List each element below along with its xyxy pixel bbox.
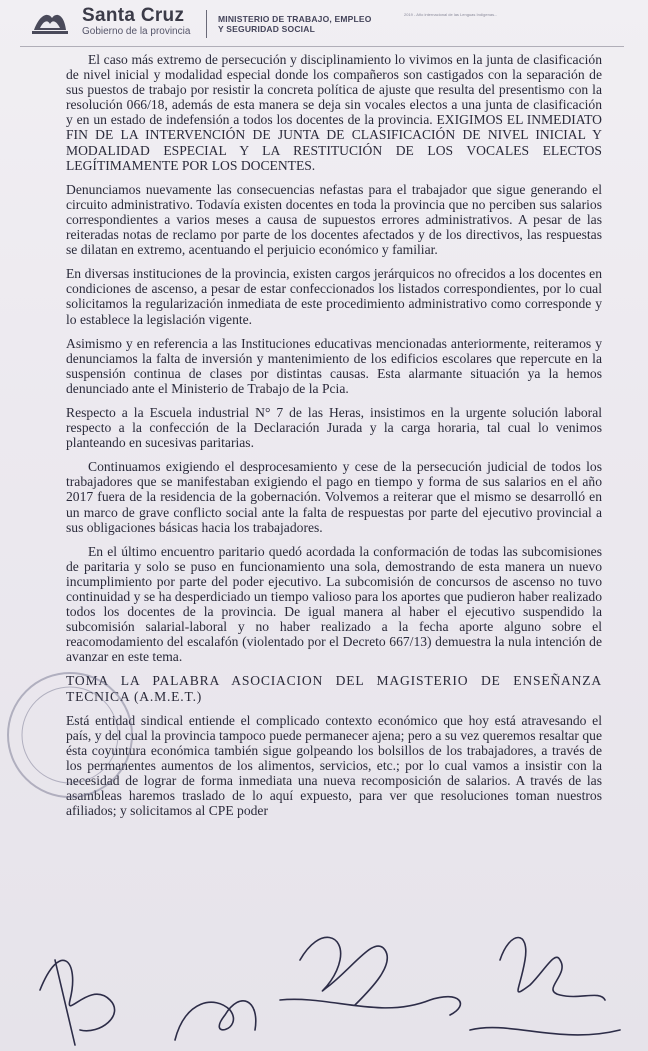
paragraph-7: En el último encuentro paritario quedó acordada la conformación de todas las subcomisiones de paritaria y solo se puso en funcionamiento una sola, demostrando de esta manera un nuevo incumplimiento por parte del poder ejecutivo. La subcomisión de concursos de ascenso no tuvo continuidad y se ha desperdiciado un tiempo valioso para los aportes que pudieron haber realizado todos los docentes de la provincia. De igual manera al haber el ejecutivo suspendido la subcomisión salarial-laboral y no haber realizado a la fecha aporte alguno sobre el reacomodamiento del escalafón (violentado por el Decreto 667/13) demuestra la nula intención de avanzar en este tema. xyxy=(66,543,602,665)
section-heading: TOMA LA PALABRA ASOCIACION DEL MAGISTERIO DE ENSEÑANZA TECNICA (A.M.E.T.) xyxy=(66,673,602,704)
signature-6 xyxy=(470,1028,620,1035)
santa-cruz-logo xyxy=(30,8,70,38)
signature-2 xyxy=(175,1001,256,1040)
letterhead xyxy=(20,4,630,44)
signature-4 xyxy=(280,997,460,1015)
document-body xyxy=(66,52,602,827)
brand-block xyxy=(82,6,190,38)
signature-1 xyxy=(40,960,115,1045)
header-rule xyxy=(20,46,624,47)
paragraph-5: Respecto a la Escuela industrial N° 7 de las Heras, insistimos en la urgente solución laboral respecto a la confección de la Declaración Jurada y la carga horaria, tal cual lo venimos planteando en sucesivas paritarias. xyxy=(66,404,602,451)
ministry-name xyxy=(218,14,372,34)
paragraph-3: En diversas instituciones de la provincia, existen cargos jerárquicos no ofrecidos a los docentes en condiciones de ascenso, a pesar de estar confeccionados los listados correspondientes, por lo cual solicitamos la regularización inmediata de este procedimiento administrativo como corresponde y lo establece la legislación vigente. xyxy=(66,266,602,327)
letterhead-note: 2019 - Año internacional de las Lenguas Indígenas... xyxy=(404,12,498,17)
paragraph-1 xyxy=(66,52,602,173)
ministry-line-2: Y SEGURIDAD SOCIAL xyxy=(218,24,315,34)
paragraph-6: Continuamos exigiendo el desprocesamiento y cese de la persecución judicial de todos los trabajadores que se manifestaban exigiendo el pago en tiempo y forma de sus salarios en el año 2017 fuera de la residencia de la gobernación. Volvemos a reiterar que el mismo se desarrolló en un marco de grave conflicto social ante la falta de respuestas por parte del ejecutivo provincial a sus obligaciones básicas hacia los trabajadores. xyxy=(66,459,602,535)
paragraph-4: Asimismo y en referencia a las Instituciones educativas mencionadas anteriormente, reiteramos y denunciamos la falta de inversión y mantenimiento de los edificios escolares que repercute en la suspensión continua de clases por distintas causas. Esta alarmante situación ya la hemos denunciado ante el Ministerio de Trabajo de la Pcia. xyxy=(66,335,602,396)
paragraph-2: Denunciamos nuevamente las consecuencias nefastas para el trabajador que sigue generando el circuito administrativo. Todavía existen docentes en toda la provincia que no perciben sus salarios correspondientes a varios meses a causa de supuestos errores administrativos. A pesar de las reiteradas notas de reclamo por parte de los docentes afectados y de los directivos, las respuestas se dilatan en extremo, acentuando el perjuicio económico y familiar. xyxy=(66,181,602,258)
brand-title: Santa Cruz xyxy=(82,5,185,26)
ministry-line-1: MINISTERIO DE TRABAJO, EMPLEO xyxy=(218,14,372,24)
brand-subtitle: Gobierno de la provincia xyxy=(82,26,191,37)
paragraph-1-text: El caso más extremo de persecución y disciplinamiento lo vivimos en la junta de clasificación de nivel inicial y modalidad especial donde los compañeros son castigados con la separación de sus puestos de trabajo por resistir la concreta política de ajuste que resulta del presentismo con la resolución 066/18, además de esta manera se deja sin vocales electos a una junta de clasificación y en un estado de indefensión a todos los docentes de la provincia. xyxy=(66,52,602,128)
signature-3 xyxy=(300,937,387,1005)
signature-5 xyxy=(500,938,605,1001)
handwritten-signatures xyxy=(40,937,620,1045)
final-paragraph: Está entidad sindical entiende el complicado contexto económico que hoy está atravesando el país, y del cual la provincia tampoco puede permanecer ajena; pero a su vez queremos resaltar que ésta coyuntura económica también sigue golpeando los bolsillos de los trabajadores, a través de los permanentes aumentos de los alimentos, servicios, etc.; por lo cual vamos a insistir con la necesidad de lograr de forma inmediata una nueva recomposición de salarios. A través de las asambleas haremos traslado de lo aquí expuesto, para ver que resoluciones toman nuestros afiliados; y solicitamos al CPE poder xyxy=(66,712,602,819)
letterhead-divider xyxy=(206,10,207,38)
paragraph-1-demand: EXIGIMOS EL INMEDIATO FIN DE LA INTERVENCIÓN DE JUNTA DE CLASIFICACIÓN DE NIVEL INICIAL Y MODALIDAD ESPECIAL Y LA RESTITUCIÓN DE LOS VOCALES ELECTOS LEGÍTIMAMENTE POR LOS DOCENTES. xyxy=(66,112,602,173)
